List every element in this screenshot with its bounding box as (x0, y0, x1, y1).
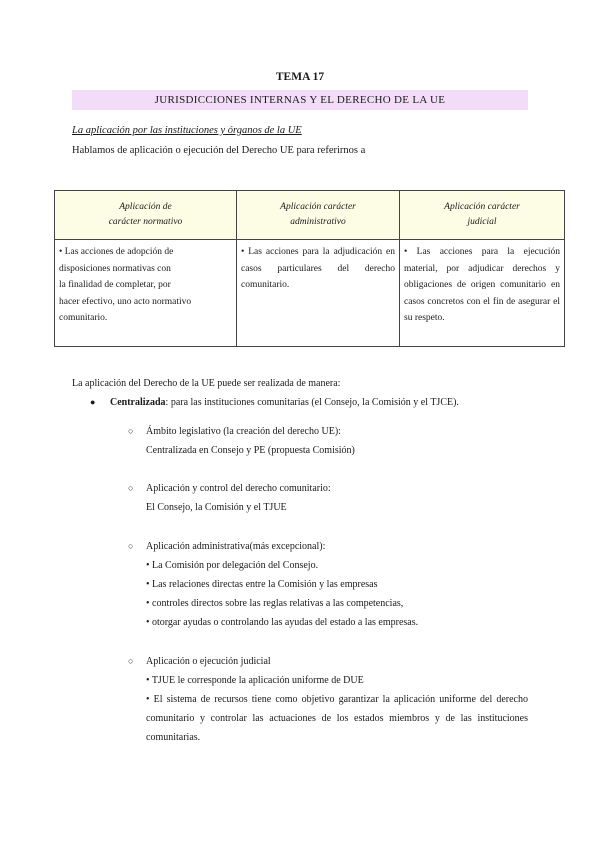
application-types-table (54, 190, 565, 347)
intro-text: Hablamos de aplicación o ejecución del Derecho UE para referirnos a (72, 145, 366, 156)
table-header-administrativo (237, 191, 400, 240)
table-header-normativo (55, 191, 237, 240)
circle-bullet-icon: ○ (128, 656, 134, 666)
cell-line: hacer efectivo, uno acto normativo (59, 296, 192, 307)
table-header-row (55, 191, 565, 240)
cell-line: disposiciones normativas con (59, 263, 171, 274)
table-cell-normativo (55, 240, 237, 347)
page-subtitle: JURISDICCIONES INTERNAS Y EL DERECHO DE LA UE (72, 90, 528, 110)
header-line: administrativo (290, 217, 346, 227)
header-line: Aplicación carácter (280, 202, 356, 212)
sub-item-line: • La Comisión por delegación del Consejo. (146, 560, 319, 571)
table-row (55, 240, 565, 347)
table-header-judicial (400, 191, 565, 240)
sub-item-line: El Consejo, la Comisión y el TJUE (146, 502, 287, 513)
centralizada-label: Centralizada (110, 397, 166, 408)
lead-paragraph: La aplicación del Derecho de la UE puede ser realizada de manera: (72, 378, 341, 389)
sub-item-line: • El sistema de recursos tiene como objetivo garantizar la aplicación uniforme del derecho comunitario y controlar las actuaciones de los estados miembros y de las instituciones comunitarias. (146, 694, 528, 743)
sub-item-line: • TJUE le corresponde la aplicación uniforme de DUE (146, 675, 364, 686)
sub-item-title: Aplicación y control del derecho comunitario: (146, 483, 331, 494)
cell-line: la finalidad de completar, por (59, 280, 171, 290)
cell-line: comunitario. (59, 313, 108, 323)
section-heading: La aplicación por las instituciones y órganos de la UE (72, 125, 302, 136)
centralizada-bullet (90, 397, 459, 408)
header-line: Aplicación de (119, 202, 172, 212)
sub-item-title: Ámbito legislativo (la creación del derecho UE): (146, 426, 341, 437)
circle-bullet-icon: ○ (128, 483, 134, 493)
sub-item-administrativa (128, 537, 528, 632)
centralizada-text: : para las instituciones comunitarias (el Consejo, la Comisión y el TJCE). (165, 397, 459, 408)
page-title: TEMA 17 (275, 71, 325, 83)
cell-line: • Las acciones de adopción de (59, 247, 174, 257)
circle-bullet-icon: ○ (128, 541, 134, 551)
sub-item-line: • otorgar ayudas o controlando las ayudas del estado a las empresas. (146, 617, 419, 628)
sub-item-legislativo (128, 422, 528, 460)
header-line: carácter normativo (108, 217, 183, 227)
sub-item-control (128, 479, 528, 517)
sub-item-line: • controles directos sobre las reglas relativas a las competencias, (146, 598, 404, 609)
header-line: judicial (467, 217, 497, 227)
sub-item-line: • Las relaciones directas entre la Comisión y las empresas (146, 579, 378, 590)
circle-bullet-icon: ○ (128, 426, 134, 436)
table-cell-administrativo: • Las acciones para la adjudicación en casos particulares del derecho comunitario. (237, 240, 400, 347)
sub-item-title: Aplicación o ejecución judicial (146, 656, 271, 667)
sub-item-judicial (128, 652, 528, 747)
header-line: Aplicación carácter (444, 202, 520, 212)
table-cell-judicial: • Las acciones para la ejecución material, por adjudicar derechos y obligaciones de origen comunitario en casos concretos con el fin de asegurar el su respeto. (400, 240, 565, 347)
bullet-icon: ● (90, 397, 96, 407)
sub-item-title: Aplicación administrativa(más excepcional): (146, 541, 326, 552)
sub-item-line: Centralizada en Consejo y PE (propuesta Comisión) (146, 445, 355, 456)
